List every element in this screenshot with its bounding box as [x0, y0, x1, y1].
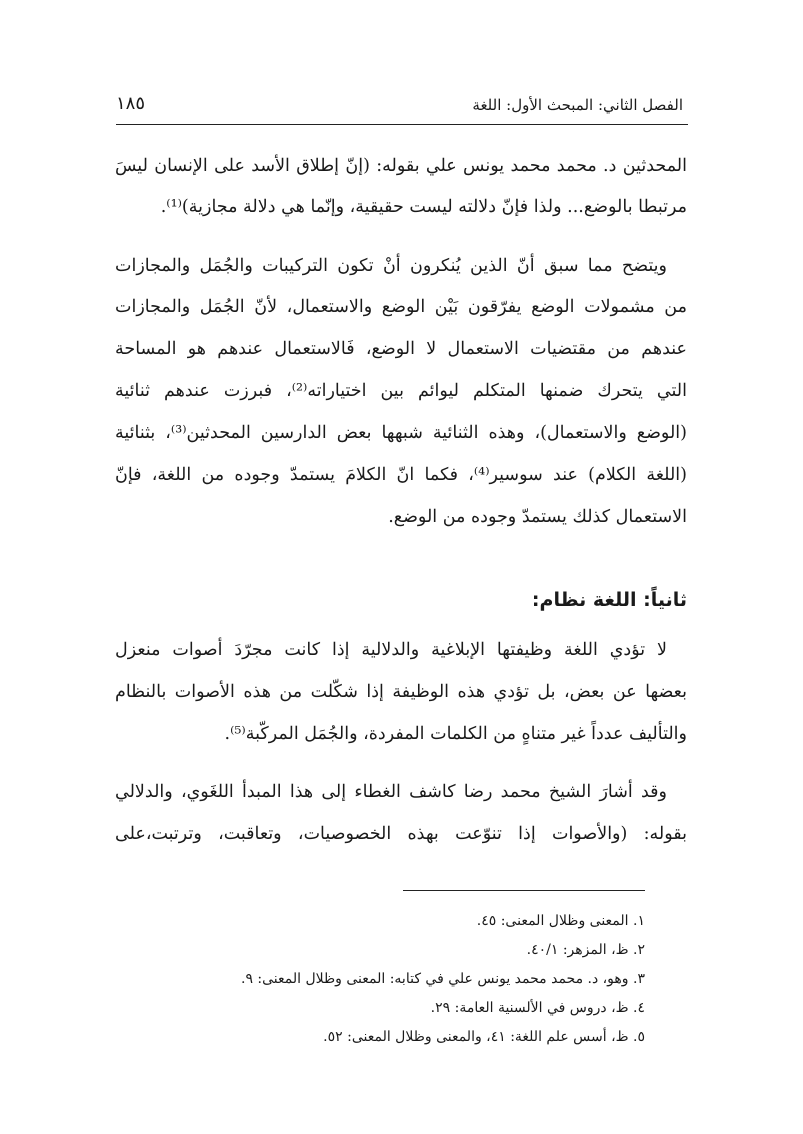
footnote: ٥. ظ، أسس علم اللغة: ٤١، والمعنى وظلال المعنى: ٥٢. — [323, 1029, 645, 1045]
text-line: لا تؤدي اللغة وظيفتها الإبلاغية والدلالية إذا كانت مجرّدَ أصوات منعزل — [115, 640, 667, 660]
footnote: ١. المعنى وظلال المعنى: ٤٥. — [476, 913, 645, 929]
text-line: الاستعمال كذلك يستمدّ وجوده من الوضع. — [388, 507, 687, 527]
text-line: والتأليف عدداً غير متناهٍ من الكلمات المفردة، والجُمَل المركّبة⁽⁵⁾. — [224, 724, 687, 744]
running-title: الفصل الثاني: المبحث الأول: اللغة — [472, 96, 683, 114]
section-heading: ثانياً: اللغة نظام: — [531, 589, 687, 611]
text-line: عندهم من مقتضيات الاستعمال لا الوضع، فَالاستعمال عندهم هو المساحة — [115, 339, 687, 359]
text-line: بقوله: (والأصوات إذا تنوّعت بهذه الخصوصيات، وتعاقبت، وترتبت،على — [115, 824, 687, 844]
text-line: ويتضح مما سبق أنّ الذين يُنكرون أنْ تكون التركيبات والجُمَل والمجازات — [115, 256, 667, 276]
page-number: ١٨٥ — [116, 93, 146, 114]
text-line: وقد أشارَ الشيخ محمد رضا كاشف الغطاء إلى هذا المبدأ اللغَوي، والدلالي — [115, 782, 667, 802]
text-line: التي يتحرك ضمنها المتكلم ليوائم بين اختياراته⁽²⁾، فبرزت عندهم ثنائية — [115, 381, 687, 401]
text-line: المحدثين د. محمد محمد يونس علي بقوله: (إنّ إطلاق الأسد على الإنسان ليسَ — [115, 156, 687, 176]
footnote: ٢. ظ، المزهر: ٤٠/١. — [526, 942, 645, 958]
text-line: (الوضع والاستعمال)، وهذه الثنائية شبهها بعض الدارسين المحدثين⁽³⁾، بثنائية — [115, 423, 687, 443]
footnote: ٣. وهو، د. محمد محمد يونس علي في كتابه: المعنى وظلال المعنى: ٩. — [240, 971, 645, 987]
footnote: ٤. ظ، دروس في الألسنية العامة: ٢٩. — [430, 1000, 645, 1016]
footnote-rule — [403, 890, 645, 891]
text-line: بعضها عن بعض، بل تؤدي هذه الوظيفة إذا شكّلت من هذه الأصوات بالنظام — [115, 682, 687, 702]
text-line: (اللغة الكلام) عند سوسير⁽⁴⁾، فكما انّ الكلامَ يستمدّ وجوده من اللغة، فإنّ — [115, 465, 687, 485]
text-line: من مشمولات الوضع يفرّقون بَيْن الوضع والاستعمال، لأنّ الجُمَل والمجازات — [115, 297, 687, 317]
text-line: مرتبطا بالوضع... ولذا فإنّ دلالته ليست حقيقية، وإنّما هي دلالة مجازية)⁽¹⁾. — [160, 197, 687, 217]
header-rule — [116, 124, 688, 125]
